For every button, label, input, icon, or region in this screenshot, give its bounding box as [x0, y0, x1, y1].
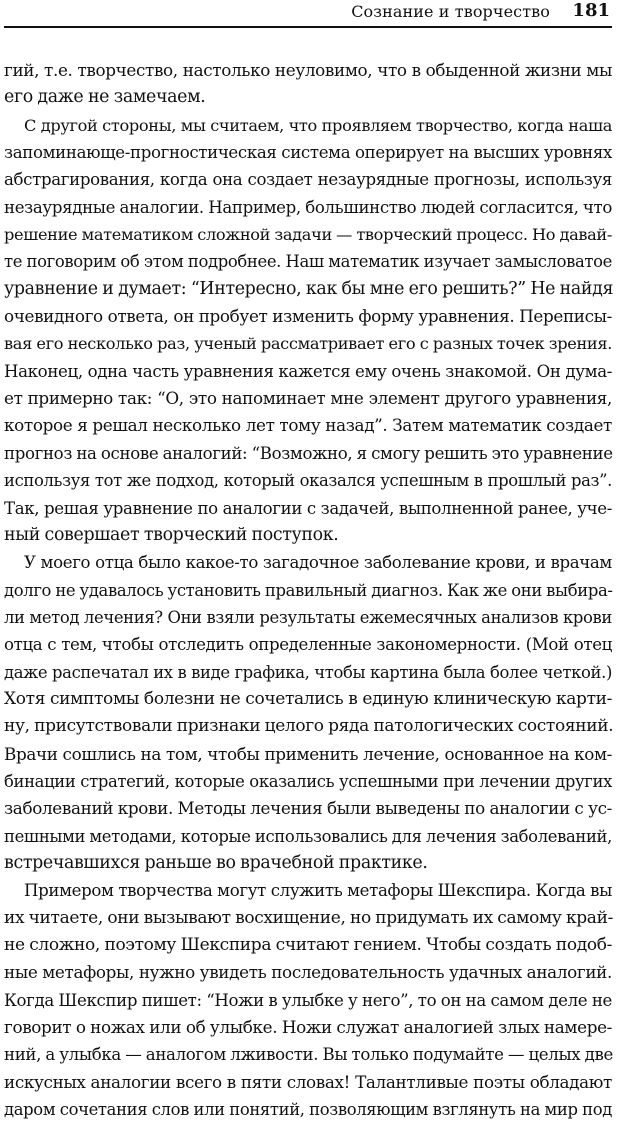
text-line: используя тот же подход, который оказался успешным в прошлый раз”. [4, 471, 612, 491]
text-line: ну, присутствовали признаки целого ряда патологических состояний. [4, 716, 614, 737]
text-line: долго не удавалось установить правильный диагноз. Как же они выбира- [4, 580, 613, 600]
text-line: прогноз на основе аналогий: “Возможно, я смогу решить это уравнение [4, 443, 613, 463]
text-line: вая его несколько раз, ученый рассматривает его с разных точек зрения. [4, 334, 612, 354]
text-line: гий, т.е. творчество, настолько неуловимо, что в обыденной жизни мы [4, 60, 612, 80]
text-line: Так, решая уравнение по аналогии с задачей, выполненной ранее, уче- [4, 498, 612, 518]
page-number: 181 [572, 0, 610, 21]
text-line: Хотя симптомы болезни не сочетались в единую клиническую карти- [4, 688, 612, 709]
text-line: ет примерно так: “О, это напоминает мне элемент другого уравнения, [4, 388, 612, 409]
text-line: У моего отца было какое-то загадочное заболевание крови, и врачам [24, 553, 612, 573]
text-line: говорит о ножах или об улыбке. Ножи служат аналогией злых намере- [4, 1017, 612, 1038]
text-line: Когда Шекспир пишет: “Ножи в улыбке у него”, то он на самом деле не [4, 990, 612, 1010]
text-line: ные метафоры, нужно увидеть последовательность удачных аналогий. [4, 962, 612, 983]
text-line: запоминающе-прогностическая система оперирует на высших уровнях [4, 143, 612, 163]
body-text [4, 57, 612, 1123]
text-line: их читаете, они вызывают восхищение, но придумать их самому край- [4, 907, 613, 928]
text-line: не сложно, поэтому Шекспира считают гением. Чтобы создать подоб- [4, 935, 612, 955]
text-line: те поговорим об этом подробнее. Наш математик изучает замысловатое [4, 252, 612, 272]
text-line: даже распечатал их в виде графика, чтобы картина была более четкой.) [4, 662, 612, 682]
text-line: бинации стратегий, которые оказались успешными при лечении других [4, 771, 612, 791]
text-line: пешными методами, которые использовались для лечения заболеваний, [4, 826, 612, 846]
running-title: Сознание и творчество [351, 2, 550, 21]
text-line: искусных аналогии всего в пяти словах! Талантливые поэты обладают [4, 1071, 612, 1092]
text-line: Примером творчества могут служить метафоры Шекспира. Когда вы [24, 881, 612, 901]
text-line: уравнение и думает: “Интересно, как бы мне его решить?” Не найдя [4, 278, 614, 299]
text-line: очевидного ответа, он пробует изменить форму уравнения. Переписы- [4, 306, 612, 327]
text-line: ный совершает творческий поступок. [4, 524, 339, 545]
text-line: решение математиком сложной задачи — творческий процесс. Но давай- [4, 225, 612, 245]
text-line: встречавшихся раньше во врачебной практике. [4, 852, 428, 873]
text-line: С другой стороны, мы считаем, что проявляем творчество, когда наша [24, 115, 612, 135]
text-line: заболеваний крови. Методы лечения были выведены по аналогии с ус- [4, 798, 612, 819]
text-line: отца с тем, чтобы отследить определенные закономерности. (Мой отец [4, 635, 612, 655]
text-line: ли метод лечения? Они взяли результаты ежемесячных анализов крови [4, 607, 612, 627]
text-line: Наконец, одна часть уравнения кажется ему очень знакомой. Он дума- [4, 361, 612, 381]
text-line: которое я решал несколько лет тому назад”. Затем математик создает [4, 415, 612, 436]
running-header [4, 0, 612, 28]
text-line: даром сочетания слов или понятий, позволяющим взглянуть на мир под [4, 1100, 612, 1120]
text-line: его даже не замечаем. [4, 87, 206, 108]
text-line: абстрагирования, когда она создает незаурядные прогнозы, используя [4, 170, 612, 190]
text-line: ний, а улыбка — аналогом лживости. Вы только подумайте — целых две [4, 1045, 613, 1065]
text-line: незаурядные аналогии. Например, большинство людей согласится, что [4, 197, 612, 217]
text-line: Врачи сошлись на том, чтобы применить лечение, основанное на ком- [4, 743, 612, 764]
